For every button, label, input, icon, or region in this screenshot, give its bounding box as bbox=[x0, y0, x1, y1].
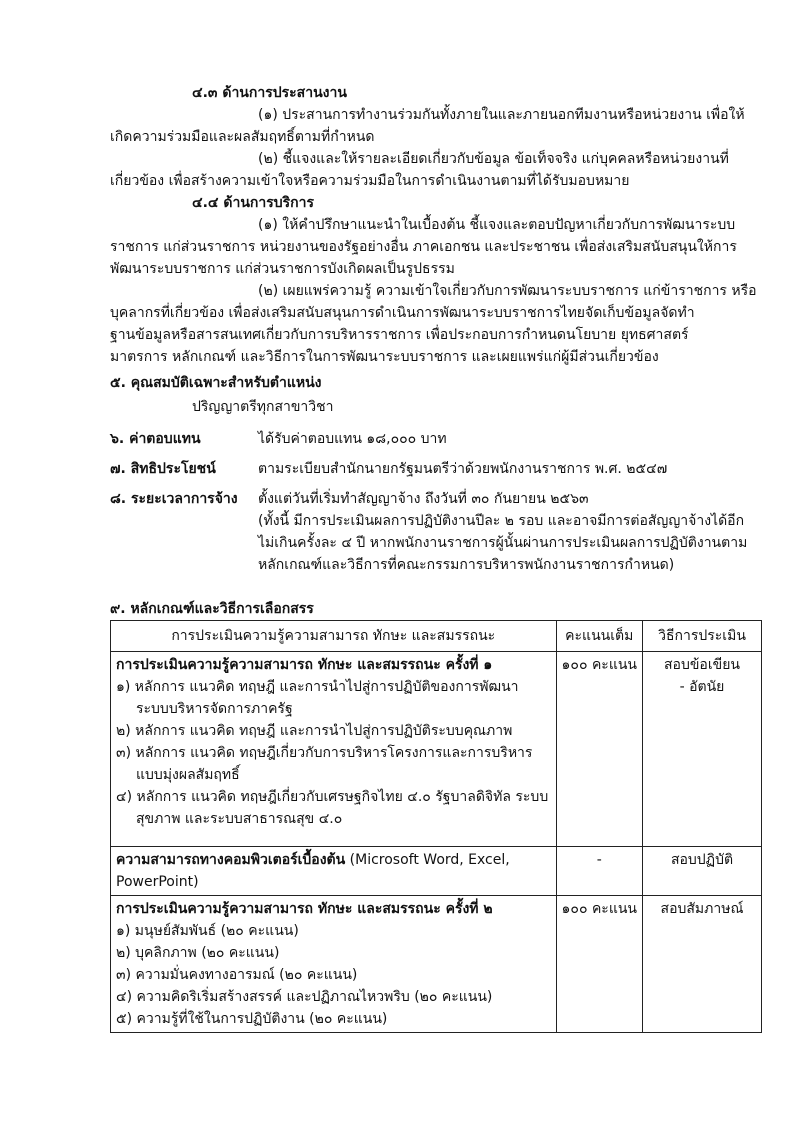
criteria-cell bbox=[111, 847, 557, 896]
criteria-title: การประเมินความรู้ความสามารถ ทักษะ และสมรรถนะ ครั้งที่ ๑ bbox=[116, 657, 493, 673]
criteria-item: ๑) หลักการ แนวคิด ทฤษฎี และการนำไปสู่การปฏิบัติของการพัฒนาระบบบริหารจัดการภาครัฐ bbox=[116, 679, 519, 717]
selection-criteria-table bbox=[110, 620, 762, 1033]
compensation-label: ๖. ค่าตอบแทน bbox=[110, 431, 201, 447]
paragraph-line: ฐานข้อมูลหรือสารสนเทศเกี่ยวกับการบริหารราชการ เพื่อประกอบการกำหนดนโยบาย ยุทธศาสตร์ bbox=[110, 327, 689, 343]
score-cell: ๑๐๐ คะแนน bbox=[556, 652, 642, 847]
method-line: - อัตนัย bbox=[679, 679, 725, 695]
header-criteria: การประเมินความรู้ความสามารถ ทักษะ และสมรรถนะ bbox=[111, 621, 557, 652]
criteria-title: การประเมินความรู้ความสามารถ ทักษะ และสมรรถนะ ครั้งที่ ๒ bbox=[116, 901, 493, 917]
employment-period-line: ไม่เกินครั้งละ ๔ ปี หากพนักงานราชการผู้นั้นผ่านการประเมินผลการปฏิบัติงานตาม bbox=[258, 535, 748, 551]
criteria-item: ๓) ความมั่นคงทางอารมณ์ (๒๐ คะแนน) bbox=[116, 967, 358, 983]
paragraph-line: (๑) ประสานการทำงานร่วมกันทั้งภายในและภายนอกทีมงานหรือหน่วยงาน เพื่อให้ bbox=[258, 107, 745, 123]
section-9-heading: ๙. หลักเกณฑ์และวิธีการเลือกสรร bbox=[110, 601, 314, 617]
criteria-item: ๕) ความรู้ที่ใช้ในการปฏิบัติงาน (๒๐ คะแนน) bbox=[116, 1011, 388, 1027]
criteria-item: ๔) หลักการ แนวคิด ทฤษฎีเกี่ยวกับเศรษฐกิจไทย ๔.๐ รัฐบาลดิจิทัล ระบบสุขภาพ และระบบสาธารณสุข ๔.๐ bbox=[116, 789, 549, 827]
section-5-heading: ๕. คุณสมบัติเฉพาะสำหรับตำแหน่ง bbox=[110, 375, 322, 391]
criteria-item: ๔) ความคิดริเริ่มสร้างสรรค์ และปฏิภาณไหวพริบ (๒๐ คะแนน) bbox=[116, 989, 493, 1005]
paragraph-line: เกิดความร่วมมือและผลสัมฤทธิ์ตามที่กำหนด bbox=[110, 129, 375, 145]
section-4-4-heading: ๔.๔ ด้านการบริการ bbox=[192, 195, 315, 211]
method-cell: สอบปฏิบัติ bbox=[643, 847, 762, 896]
compensation-value: ได้รับค่าตอบแทน ๑๘,๐๐๐ บาท bbox=[258, 431, 447, 447]
section-4-3-heading: ๔.๓ ด้านการประสานงาน bbox=[192, 85, 347, 101]
employment-period-line: (ทั้งนี้ มีการประเมินผลการปฏิบัติงานปีละ ๒ รอบ และอาจมีการต่อสัญญาจ้างได้อีก bbox=[258, 513, 745, 529]
criteria-item: ๓) หลักการ แนวคิด ทฤษฎีเกี่ยวกับการบริหารโครงการและการบริหารแบบมุ่งผลสัมฤทธิ์ bbox=[116, 745, 533, 783]
paragraph-line: พัฒนาระบบราชการ แก่ส่วนราชการบังเกิดผลเป็นรูปธรรม bbox=[110, 261, 455, 277]
method-cell: สอบสัมภาษณ์ bbox=[643, 896, 762, 1033]
method-cell bbox=[643, 652, 762, 847]
paragraph-line: (๑) ให้คำปรึกษาแนะนำในเบื้องต้น ชี้แจงและตอบปัญหาเกี่ยวกับการพัฒนาระบบ bbox=[258, 217, 736, 233]
qualification-value: ปริญญาตรีทุกสาขาวิชา bbox=[192, 399, 334, 415]
benefits-value: ตามระเบียบสำนักนายกรัฐมนตรีว่าด้วยพนักงานราชการ พ.ศ. ๒๕๔๗ bbox=[258, 461, 668, 477]
table-row bbox=[111, 652, 762, 847]
criteria-cell bbox=[111, 896, 557, 1033]
paragraph-line: บุคลากรที่เกี่ยวข้อง เพื่อส่งเสริมสนับสนุนการดำเนินการพัฒนาระบบราชการไทยจัดเก็บข้อมูลจัดทำ bbox=[110, 305, 695, 321]
criteria-cell bbox=[111, 652, 557, 847]
employment-period-line: ตั้งแต่วันที่เริ่มทำสัญญาจ้าง ถึงวันที่ ๓๐ กันยายน ๒๕๖๓ bbox=[258, 491, 589, 507]
criteria-title-detail: (Microsoft Word, Excel, PowerPoint) bbox=[116, 852, 510, 890]
criteria-item: ๒) หลักการ แนวคิด ทฤษฎี และการนำไปสู่การปฏิบัติระบบคุณภาพ bbox=[116, 723, 513, 739]
criteria-title: ความสามารถทางคอมพิวเตอร์เบื้องต้น bbox=[116, 852, 346, 868]
benefits-label: ๗. สิทธิประโยชน์ bbox=[110, 461, 216, 477]
score-cell: - bbox=[556, 847, 642, 896]
paragraph-line: มาตรการ หลักเกณฑ์ และวิธีการในการพัฒนาระบบราชการ และเผยแพร่แก่ผู้มีส่วนเกี่ยวข้อง bbox=[110, 349, 659, 365]
criteria-item: ๒) บุคลิกภาพ (๒๐ คะแนน) bbox=[116, 945, 280, 961]
header-method: วิธีการประเมิน bbox=[643, 621, 762, 652]
paragraph-line: ราชการ แก่ส่วนราชการ หน่วยงานของรัฐอย่างอื่น ภาคเอกชน และประชาชน เพื่อส่งเสริมสนับสนุนให้การ bbox=[110, 239, 737, 255]
criteria-item: ๑) มนุษย์สัมพันธ์ (๒๐ คะแนน) bbox=[116, 923, 299, 939]
paragraph-line: (๒) เผยแพร่ความรู้ ความเข้าใจเกี่ยวกับการพัฒนาระบบราชการ แก่ข้าราชการ หรือ bbox=[258, 283, 757, 299]
table-header-row bbox=[111, 621, 762, 652]
paragraph-line: เกี่ยวข้อง เพื่อสร้างความเข้าใจหรือความร่วมมือในการดำเนินงานตามที่ได้รับมอบหมาย bbox=[110, 173, 630, 189]
employment-period-label: ๘. ระยะเวลาการจ้าง bbox=[110, 491, 238, 507]
score-cell: ๑๐๐ คะแนน bbox=[556, 896, 642, 1033]
paragraph-line: (๒) ชี้แจงและให้รายละเอียดเกี่ยวกับข้อมูล ข้อเท็จจริง แก่บุคคลหรือหน่วยงานที่ bbox=[258, 151, 729, 167]
table-row bbox=[111, 847, 762, 896]
method-line: สอบข้อเขียน bbox=[664, 657, 740, 673]
table-row bbox=[111, 896, 762, 1033]
employment-period-line: หลักเกณฑ์และวิธีการที่คณะกรรมการบริหารพนักงานราชการกำหนด) bbox=[258, 557, 675, 573]
header-full-score: คะแนนเต็ม bbox=[556, 621, 642, 652]
